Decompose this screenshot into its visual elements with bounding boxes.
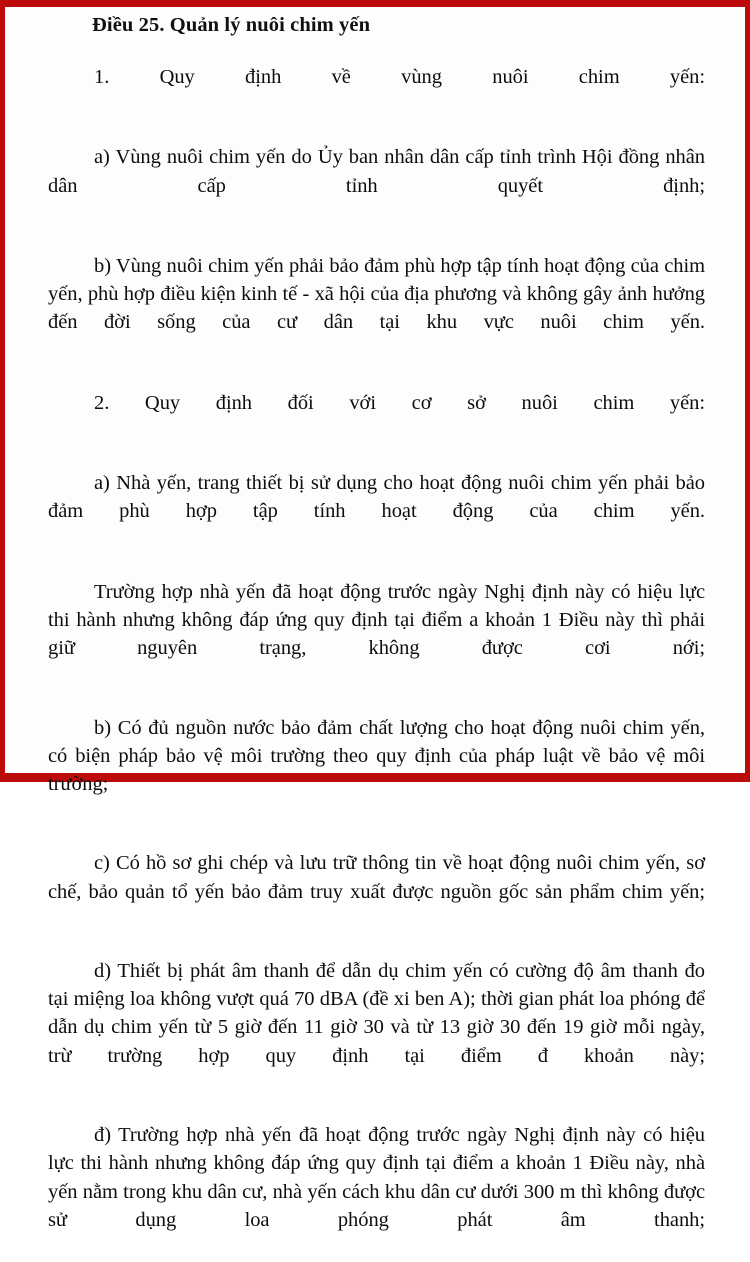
paragraph-clause-2b: b) Có đủ nguồn nước bảo đảm chất lượng cho hoạt động nuôi chim yến, có biện pháp bảo vệ môi trường theo quy định của pháp luật về bảo vệ môi trường; <box>48 716 705 796</box>
spacer <box>48 445 705 469</box>
paragraph-clause-1: 1. Quy định về vùng nuôi chim yến: <box>94 66 705 88</box>
spacer <box>48 826 705 849</box>
spacer <box>48 934 705 957</box>
paragraph-clause-2a: a) Nhà yến, trang thiết bị sử dụng cho hoạt động nuôi chim yến phải bảo đảm phù hợp tập tính hoạt động của chim yến. <box>48 472 705 523</box>
spacer <box>48 228 705 252</box>
spacer <box>48 554 705 578</box>
spacer <box>48 1098 705 1121</box>
paragraph-clause-2dd: đ) Trường hợp nhà yến đã hoạt động trước ngày Nghị định này có hiệu lực thi hành nhưng không đáp ứng quy định tại điểm a khoản 1 Điều này, nhà yến nằm trong khu dân cư, nhà yến cách khu dân cư dưới 300 m thì không được sử dụng loa phóng phát âm thanh; <box>48 1124 705 1231</box>
paragraph-clause-1b: b) Vùng nuôi chim yến phải bảo đảm phù hợp tập tính hoạt động của chim yến, phù hợp điều kiện kinh tế - xã hội của địa phương và không gây ảnh hưởng đến đời sống của cư dân tại khu vực nuôi chim yến. <box>48 255 705 334</box>
spacer <box>48 119 705 143</box>
paragraph-clause-2d: d) Thiết bị phát âm thanh để dẫn dụ chim yến có cường độ âm thanh đo tại miệng loa không vượt quá 70 dBA (đề xi ben A); thời gian phát loa phóng để dẫn dụ chim yến từ 5 giờ đến 11 giờ 30 và từ 13 giờ 30 đến 19 giờ mỗi ngày, trừ trường hợp quy định tại điểm đ khoản này; <box>48 960 705 1067</box>
spacer <box>48 365 705 389</box>
paragraph-clause-1a: a) Vùng nuôi chim yến do Ủy ban nhân dân cấp tỉnh trình Hội đồng nhân dân cấp tỉnh quyết định; <box>48 146 705 197</box>
spacer <box>48 39 705 63</box>
spacer <box>48 691 705 714</box>
article-heading: Điều 25. Quản lý nuôi chim yến <box>92 14 371 36</box>
document-content <box>5 7 745 1231</box>
paragraph-clause-2: 2. Quy định đối với cơ sở nuôi chim yến: <box>94 391 705 414</box>
paragraph-clause-2c: c) Có hồ sơ ghi chép và lưu trữ thông tin về hoạt động nuôi chim yến, sơ chế, bảo quản tổ yến bảo đảm truy xuất được nguồn gốc sản phẩm chim yến; <box>48 852 705 903</box>
paragraph-clause-2a-note: Trường hợp nhà yến đã hoạt động trước ngày Nghị định này có hiệu lực thi hành nhưng không đáp ứng quy định tại điểm a khoản 1 Điều này thì phải giữ nguyên trạng, không được cơi nới; <box>48 580 705 660</box>
